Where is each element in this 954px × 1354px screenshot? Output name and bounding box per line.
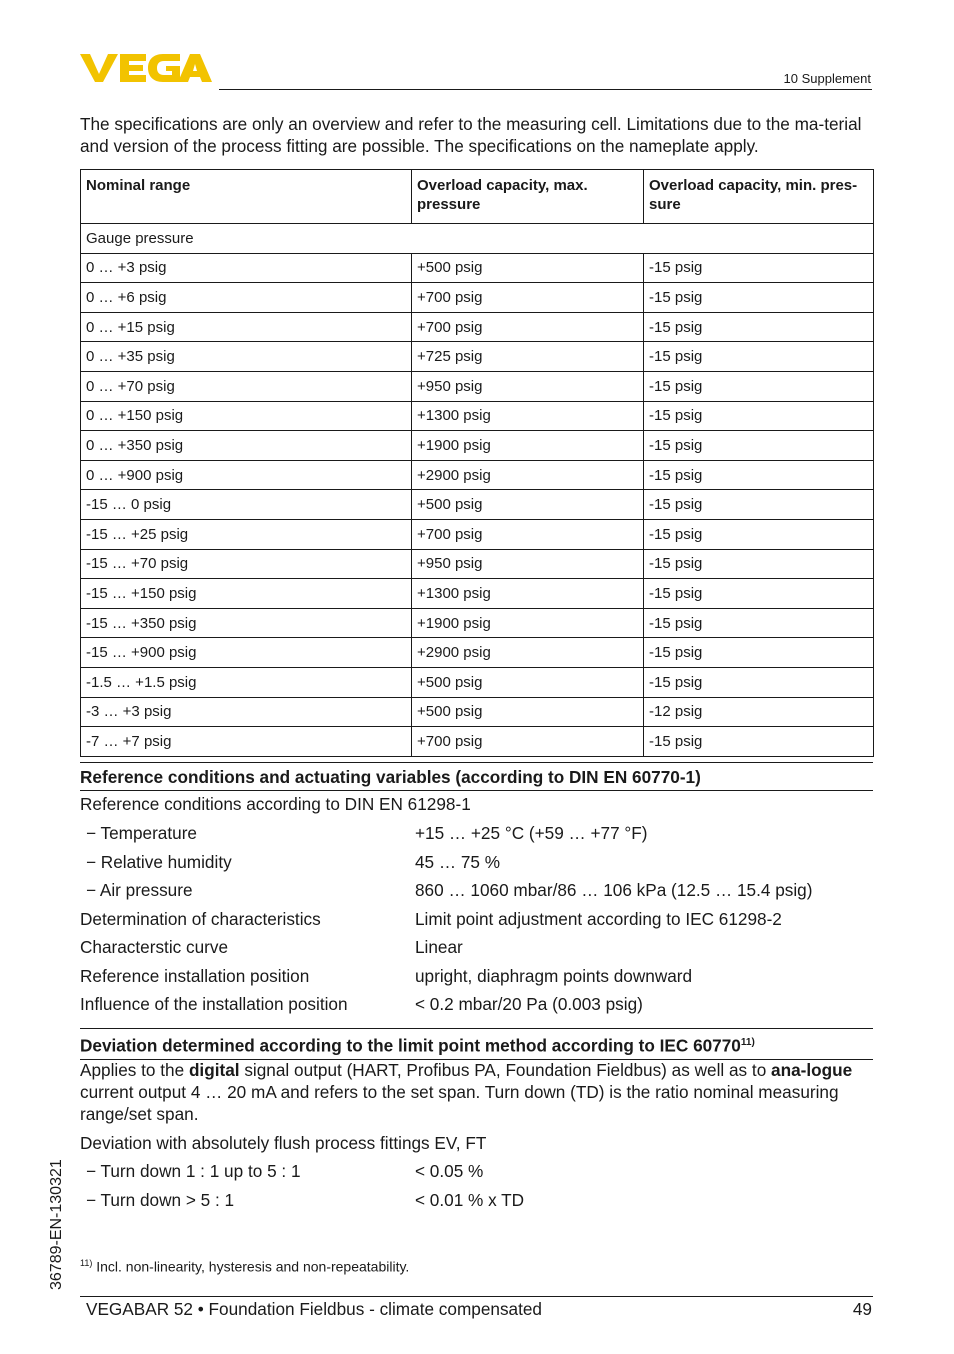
cell-overload-max: +1900 psig bbox=[412, 608, 644, 638]
applies-paragraph bbox=[80, 1059, 875, 1125]
cell-nominal-range: 0 … +6 psig bbox=[81, 283, 412, 313]
cell-overload-max: +500 psig bbox=[412, 667, 644, 697]
table-row bbox=[81, 608, 874, 638]
document-code: 36789-EN-130321 bbox=[48, 1159, 65, 1290]
cell-overload-max: +725 psig bbox=[412, 342, 644, 372]
applies-text-3: current output 4 … 20 mA and refers to the set span. Turn down (TD) is the ratio nominal measuring range/set span. bbox=[80, 1082, 839, 1124]
table-row bbox=[81, 283, 874, 313]
spec-value: < 0.2 mbar/20 Pa (0.003 psig) bbox=[415, 994, 643, 1014]
cell-overload-max: +500 psig bbox=[412, 697, 644, 727]
cell-overload-max: +1900 psig bbox=[412, 431, 644, 461]
spec-label: − Temperature bbox=[86, 823, 197, 843]
cell-nominal-range: 0 … +35 psig bbox=[81, 342, 412, 372]
cell-nominal-range: 0 … +900 psig bbox=[81, 460, 412, 490]
table-row bbox=[81, 253, 874, 283]
cell-overload-min: -15 psig bbox=[644, 283, 874, 313]
cell-overload-max: +1300 psig bbox=[412, 401, 644, 431]
table-header-row bbox=[81, 170, 874, 224]
spec-value: upright, diaphragm points downward bbox=[415, 965, 693, 986]
cell-overload-max: +500 psig bbox=[412, 253, 644, 283]
applies-bold-analogue: ana-logue bbox=[771, 1060, 853, 1080]
cell-overload-max: +2900 psig bbox=[412, 638, 644, 668]
spec-value: Linear bbox=[415, 937, 463, 957]
deviation-subheading-text: Deviation with absolutely flush process fittings EV, FT bbox=[80, 1133, 487, 1153]
cell-overload-min: -15 psig bbox=[644, 401, 874, 431]
cell-nominal-range: 0 … +150 psig bbox=[81, 401, 412, 431]
cell-overload-min: -15 psig bbox=[644, 579, 874, 609]
spec-label: Reference installation position bbox=[80, 965, 310, 986]
cell-overload-min: -15 psig bbox=[644, 253, 874, 283]
spec-label: Influence of the installation position bbox=[80, 994, 348, 1014]
cell-nominal-range: 0 … +70 psig bbox=[81, 371, 412, 401]
cell-overload-min: -15 psig bbox=[644, 638, 874, 668]
table-row bbox=[81, 312, 874, 342]
cell-overload-max: +700 psig bbox=[412, 519, 644, 549]
cell-overload-min: -15 psig bbox=[644, 431, 874, 461]
cell-overload-min: -15 psig bbox=[644, 460, 874, 490]
table-row bbox=[81, 490, 874, 520]
reference-heading: Reference conditions and actuating variables (according to DIN EN 60770-1) bbox=[80, 762, 873, 791]
cell-overload-max: +700 psig bbox=[412, 283, 644, 313]
cell-nominal-range: -7 … +7 psig bbox=[81, 727, 412, 757]
cell-overload-min: -15 psig bbox=[644, 312, 874, 342]
page-number: 49 bbox=[852, 1299, 872, 1319]
cell-overload-max: +1300 psig bbox=[412, 579, 644, 609]
cell-overload-max: +2900 psig bbox=[412, 460, 644, 490]
spec-value: < 0.01 % x TD bbox=[415, 1189, 525, 1210]
header-rule bbox=[219, 89, 872, 90]
spec-label: Determination of characteristics bbox=[80, 908, 321, 929]
cell-nominal-range: -15 … +350 psig bbox=[81, 608, 412, 638]
cell-nominal-range: 0 … +15 psig bbox=[81, 312, 412, 342]
footnote-ref: 11) bbox=[740, 1037, 755, 1048]
footnote-text: Incl. non-linearity, hysteresis and non-repeatability. bbox=[96, 1258, 410, 1275]
table-row bbox=[81, 371, 874, 401]
cell-nominal-range: -1.5 … +1.5 psig bbox=[81, 667, 412, 697]
cell-overload-min: -15 psig bbox=[644, 727, 874, 757]
vega-logo bbox=[80, 52, 212, 84]
cell-overload-min: -15 psig bbox=[644, 490, 874, 520]
cell-overload-max: +700 psig bbox=[412, 312, 644, 342]
table-row bbox=[81, 549, 874, 579]
cell-overload-min: -15 psig bbox=[644, 342, 874, 372]
applies-bold-digital: digital bbox=[188, 1060, 240, 1080]
table-row bbox=[81, 519, 874, 549]
section-label: 10 Supplement bbox=[783, 71, 871, 86]
spec-label: − Turn down > 5 : 1 bbox=[86, 1189, 235, 1210]
cell-overload-min: -15 psig bbox=[644, 608, 874, 638]
spec-label: Characterstic curve bbox=[80, 937, 229, 957]
spec-label: − Relative humidity bbox=[86, 851, 232, 872]
table-row bbox=[81, 401, 874, 431]
cell-overload-min: -12 psig bbox=[644, 697, 874, 727]
spec-value: Limit point adjustment according to IEC 61298-2 bbox=[415, 908, 782, 929]
footer-title: VEGABAR 52 • Foundation Fieldbus - climate compensated bbox=[86, 1299, 542, 1319]
deviation-heading-text: Deviation determined according to the limit point method according to IEC 60770 bbox=[80, 1035, 741, 1056]
spec-value: < 0.05 % bbox=[415, 1161, 484, 1181]
table-row bbox=[81, 579, 874, 609]
table-row bbox=[81, 667, 874, 697]
cell-nominal-range: -3 … +3 psig bbox=[81, 697, 412, 727]
column-header-nominal-range: Nominal range bbox=[81, 170, 412, 224]
spec-value: 45 … 75 % bbox=[415, 851, 501, 872]
cell-nominal-range: 0 … +350 psig bbox=[81, 431, 412, 461]
spec-value: +15 … +25 °C (+59 … +77 °F) bbox=[415, 823, 648, 843]
cell-overload-min: -15 psig bbox=[644, 549, 874, 579]
spec-label: − Turn down 1 : 1 up to 5 : 1 bbox=[86, 1161, 301, 1181]
cell-overload-min: -15 psig bbox=[644, 667, 874, 697]
table-row bbox=[81, 727, 874, 757]
footnote bbox=[80, 1258, 409, 1275]
spec-label: − Air pressure bbox=[86, 880, 193, 900]
table-group-row bbox=[81, 224, 874, 254]
applies-text-1: Applies to the bbox=[80, 1060, 189, 1080]
cell-overload-min: -15 psig bbox=[644, 371, 874, 401]
cell-overload-min: -15 psig bbox=[644, 519, 874, 549]
cell-overload-max: +950 psig bbox=[412, 371, 644, 401]
column-header-overload-min: Overload capacity, min. pres-sure bbox=[644, 170, 874, 224]
cell-overload-max: +500 psig bbox=[412, 490, 644, 520]
cell-nominal-range: -15 … +70 psig bbox=[81, 549, 412, 579]
table-row bbox=[81, 638, 874, 668]
footnote-number: 11) bbox=[80, 1258, 93, 1268]
table-row bbox=[81, 342, 874, 372]
cell-overload-max: +950 psig bbox=[412, 549, 644, 579]
table-row bbox=[81, 431, 874, 461]
column-header-overload-max: Overload capacity, max. pressure bbox=[412, 170, 644, 224]
table-row bbox=[81, 460, 874, 490]
cell-overload-max: +700 psig bbox=[412, 727, 644, 757]
cell-nominal-range: -15 … +150 psig bbox=[81, 579, 412, 609]
cell-nominal-range: 0 … +3 psig bbox=[81, 253, 412, 283]
cell-nominal-range: -15 … 0 psig bbox=[81, 490, 412, 520]
applies-text-2: signal output (HART, Profibus PA, Foundation Fieldbus) as well as to bbox=[239, 1060, 772, 1080]
footer-rule bbox=[80, 1296, 873, 1297]
intro-paragraph: The specifications are only an overview and refer to the measuring cell. Limitations due to the ma-terial and version of the process fitting are possible. The specifications on the nameplate apply. bbox=[80, 114, 862, 156]
overload-table bbox=[80, 169, 874, 757]
spec-value: 860 … 1060 mbar/86 … 106 kPa (12.5 … 15.4 psig) bbox=[415, 880, 813, 900]
group-label: Gauge pressure bbox=[81, 224, 874, 254]
table-row bbox=[81, 697, 874, 727]
reference-subheading-text: Reference conditions according to DIN EN 61298-1 bbox=[80, 794, 471, 814]
cell-nominal-range: -15 … +900 psig bbox=[81, 638, 412, 668]
deviation-heading bbox=[80, 1028, 873, 1060]
cell-nominal-range: -15 … +25 psig bbox=[81, 519, 412, 549]
